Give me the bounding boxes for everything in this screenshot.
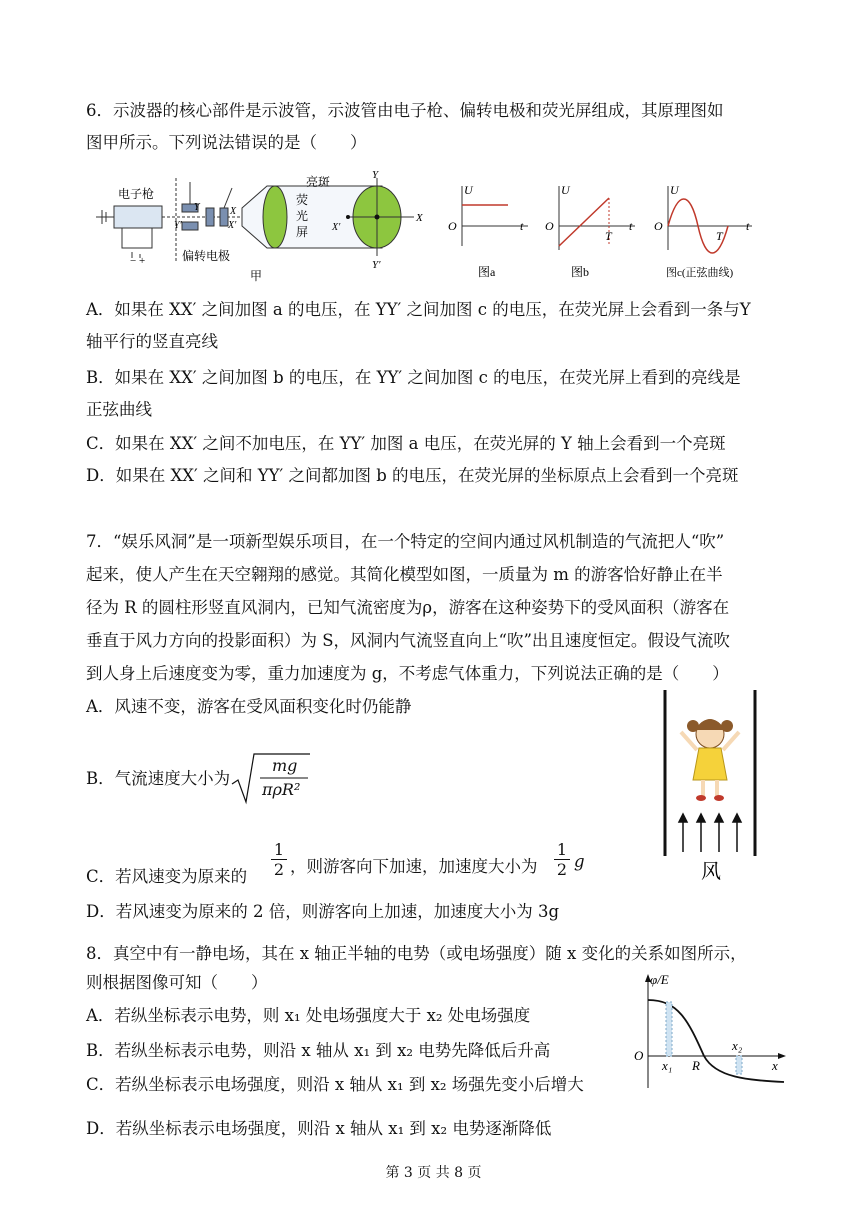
graph-x2: x₂ [732,1038,743,1053]
screen-x: X [416,212,423,224]
fraction-denominator-2: 2 [554,859,570,879]
graph-b-ramp [559,198,609,246]
graph-b-caption: 图b [571,265,590,279]
graph-a [448,180,534,280]
q7-half-fraction-2 [554,840,570,879]
q7-stem-line1: 7．“娱乐风洞”是一项新型娱乐项目，在一个特定的空间内通过风机制造的气流把人“吹” [86,532,725,551]
graph-origin: O [634,1048,644,1063]
electron-gun [96,206,162,258]
graph-R: R [692,1058,700,1073]
graph-c [654,180,759,280]
wind-tunnel-figure [655,688,765,884]
screen-yp: Y′ [372,259,381,271]
q6-stem-line2: 图甲所示。下列说法错误的是（ ） [86,133,367,152]
screen-xp: X′ [332,222,341,233]
graph-b-T: T [605,229,612,243]
spot-label: 亮斑 [306,175,331,189]
graph-b-t: t [629,219,633,233]
q7-option-b: B．气流速度大小为 [86,769,231,788]
q7-option-a: A．风速不变，游客在受风面积变化时仍能静 [86,697,412,716]
gun-minus: − + [130,255,146,267]
fraction-numerator: 1 [273,840,285,859]
q7-stem-line5: 到人身上后速度变为零，重力加速度为 g，不考虑气体重力，下列说法正确的是（ ） [86,664,729,683]
graph-a-caption: 图a [478,265,496,279]
gun-label: 电子枪 [118,187,155,201]
formula-denominator: πρR² [262,780,301,799]
deflection-plates [182,182,232,230]
q7-option-b-formula [230,752,312,806]
q6-option-a-line2: 轴平行的竖直亮线 [86,332,218,351]
oscilloscope-tube-diagram [92,168,428,286]
screen-char2: 光 [296,209,309,223]
q7-option-d: D．若风速变为原来的 2 倍，则游客向上加速，加速度大小为 3g [86,902,560,921]
q6-stem-line1: 6．示波器的核心部件是示波管，示波管由电子枪、偏转电极和荧光屏组成，其原理图如 [86,101,724,120]
tourist-figure [681,719,739,801]
q8-option-d: D．若纵坐标表示电场强度，则沿 x 轴从 x₁ 到 x₂ 电势逐渐降低 [86,1119,552,1138]
fraction-numerator-2: 1 [556,840,568,859]
graph-ylabel: φ/E [650,972,669,987]
deflect-label: 偏转电极 [182,249,231,263]
q6-option-d: D．如果在 XX′ 之间和 YY′ 之间都加图 b 的电压，在荧光屏的坐标原点上会看到一个亮斑 [86,466,739,485]
screen-char1: 荧 [296,193,309,207]
q7-stem-line3: 径为 R 的圆柱形竖直风洞内，已知气流密度为ρ，游客在这种姿势下的受风面积（游客在 [86,598,730,617]
screen-y: Y [372,169,379,181]
q6-option-c: C．如果在 XX′ 之间不加电压，在 YY′ 加图 a 电压，在荧光屏的 Y 轴上会看到一个亮斑 [86,434,726,453]
q7-option-c-g: g [574,852,585,871]
graph-a-t: t [520,219,524,233]
graph-a-U: U [464,183,473,197]
plate-yp: Y′ [174,220,182,231]
q8-option-c: C．若纵坐标表示电场强度，则沿 x 轴从 x₁ 到 x₂ 场强先变小后增大 [86,1075,584,1094]
graph-c-t: t [746,219,750,233]
plate-x: X [230,206,237,217]
q8-stem-line1: 8．真空中有一静电场，其在 x 轴正半轴的电势（或电场强度）随 x 变化的关系如图所示， [86,944,747,963]
wind-arrows [679,814,741,852]
formula-numerator: mg [272,756,298,775]
x2-marker [736,1056,742,1074]
graph-a-O: O [448,219,457,233]
q7-option-c-part2: ，则游客向下加速，加速度大小为 [290,857,538,876]
q8-option-b: B．若纵坐标表示电势，则沿 x 轴从 x₁ 到 x₂ 电势先降低后升高 [86,1041,551,1060]
screen-char3: 屏 [296,225,309,239]
q8-stem-line2: 则根据图像可知（ ） [86,973,268,992]
tube-body [242,178,414,256]
figure-jia-caption: 甲 [250,269,263,283]
q7-option-c-part1: C．若风速变为原来的 [86,867,248,886]
q6-option-b-line1: B．如果在 XX′ 之间加图 b 的电压，在 YY′ 之间加图 c 的电压，在荧光屏上看到的亮线是 [86,368,741,387]
graph-x-axis: x [772,1058,778,1073]
page-footer: 第 3 页 共 8 页 [385,1165,482,1181]
graph-x1: x₁ [662,1058,673,1073]
graph-b-O: O [545,219,554,233]
graph-c-caption: 图c(正弦曲线) [666,267,734,279]
graph-b [545,180,640,280]
plate-y: Y [194,202,200,213]
wind-label: 风 [701,861,721,883]
x1-marker [666,1002,672,1056]
graph-b-U: U [561,183,570,197]
q7-half-fraction [271,840,287,879]
q6-option-b-line2: 正弦曲线 [86,400,152,419]
q7-stem-line2: 起来，使人产生在天空翱翔的感觉。其简化模型如图，一质量为 m 的游客恰好静止在半 [86,565,723,584]
fraction-denominator: 2 [271,859,287,879]
graph-c-O: O [654,219,663,233]
graph-c-T: T [716,229,723,243]
plate-xp: X′ [228,220,237,231]
graph-c-U: U [670,183,679,197]
q6-option-a-line1: A．如果在 XX′ 之间加图 a 的电压，在 YY′ 之间加图 c 的电压，在荧光屏上会看到一条与Y [86,300,751,319]
q7-stem-line4: 垂直于风力方向的投影面积）为 S，风洞内气流竖直向上“吹”出且速度恒定。假设气流吹 [86,631,730,650]
q8-option-a: A．若纵坐标表示电势，则 x₁ 处电场强度大于 x₂ 处电场强度 [86,1006,531,1025]
potential-field-graph [628,970,788,1100]
